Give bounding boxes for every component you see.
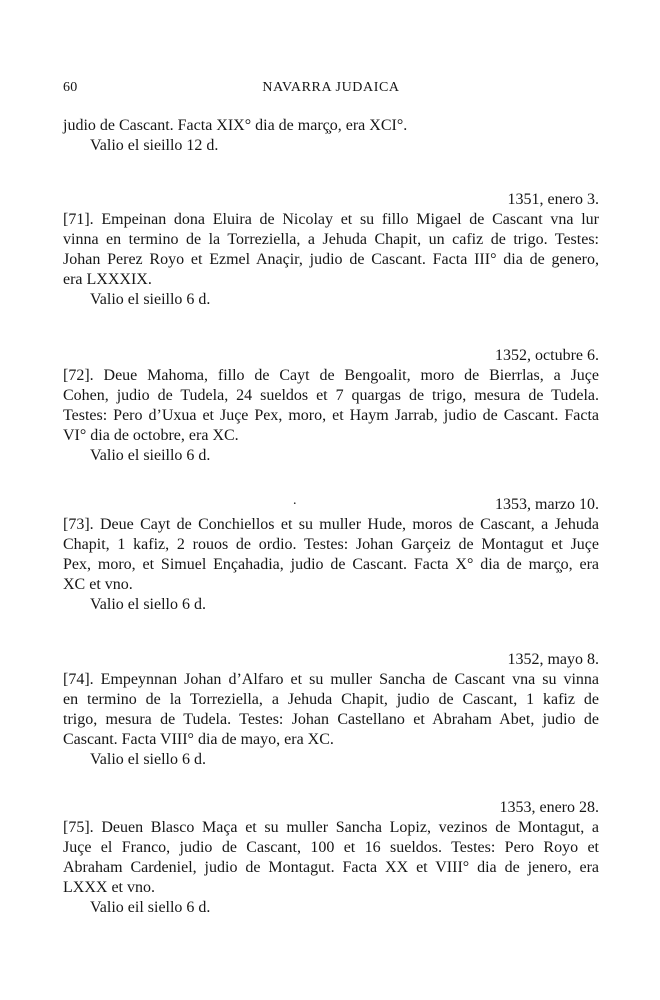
seal-note: Valio el sieillo 6 d. bbox=[90, 291, 211, 308]
entry-date: 1351, enero 3. bbox=[507, 191, 599, 208]
entry-line: [75]. Deuen Blasco Maça et su muller Sancha Lopiz, vezinos de Montagut, a bbox=[63, 819, 599, 836]
entry-72 bbox=[63, 346, 599, 466]
entry-line: Cohen, judio de Tudela, 24 sueldos et 7 quargas de trigo, mesura de Tudela. bbox=[63, 387, 599, 404]
entry-line: Pex, moro, et Simuel Ençahadia, judio de Cascant. Facta X° dia de març̧o, era bbox=[63, 556, 599, 573]
entry-line: [73]. Deue Cayt de Conchiellos et su muller Hude, moros de Cascant, a Jehuda bbox=[63, 516, 599, 533]
stray-mark: . bbox=[293, 493, 297, 508]
entry-line: LXXX et vno. bbox=[63, 879, 155, 896]
entry-line: Chapit, 1 kafiz, 2 rouos de ordio. Testes: Johan Garçeiz de Montagut et Juçe bbox=[63, 536, 599, 553]
entry-line: Juçe el Franco, judio de Cascant, 100 et 16 sueldos. Testes: Pero Royo et bbox=[63, 839, 599, 856]
entry-line: Abraham Cardeniel, judio de Montagut. Facta XX et VIII° dia de jenero, era bbox=[63, 859, 599, 876]
entry-73 bbox=[63, 495, 599, 615]
page-header bbox=[63, 80, 599, 100]
entry-line: trigo, mesura de Tudela. Testes: Johan Castellano et Abraham Abet, judio de bbox=[63, 711, 599, 728]
entry-line: Testes: Pero d’Uxua et Juçe Pex, moro, et Haym Jarrab, judio de Cascant. Facta bbox=[63, 407, 599, 424]
entry-line: [71]. Empeinan dona Eluira de Nicolay et su fillo Migael de Cascant vna lur bbox=[63, 211, 599, 228]
carryover-block bbox=[63, 116, 599, 156]
seal-note: Valio el siello 6 d. bbox=[90, 751, 206, 768]
entry-71 bbox=[63, 190, 599, 310]
entry-date: 1353, enero 28. bbox=[499, 799, 599, 816]
running-title: NAVARRA JUDAICA bbox=[262, 80, 400, 95]
entry-date: 1353, marzo 10. bbox=[495, 496, 599, 513]
entry-line: en termino de la Torreziella, a Jehuda Chapit, judio de Cascant, 1 kafiz de bbox=[63, 691, 599, 708]
entry-75 bbox=[63, 798, 599, 918]
carryover-text: judio de Cascant. Facta XIX° dia de març̧o, era XCI°. bbox=[63, 117, 408, 134]
entry-line: XC et vno. bbox=[63, 576, 133, 593]
entry-line: era LXXXIX. bbox=[63, 271, 152, 288]
entry-line: [72]. Deue Mahoma, fillo de Cayt de Bengoalit, moro de Bierrlas, a Juçe bbox=[63, 367, 599, 384]
seal-note: Valio el siello 6 d. bbox=[90, 596, 206, 613]
entry-line: vinna en termino de la Torreziella, a Jehuda Chapit, un cafiz de trigo. Testes: bbox=[63, 231, 599, 248]
entry-line: Cascant. Facta VIII° dia de mayo, era XC. bbox=[63, 731, 334, 748]
entry-date: 1352, mayo 8. bbox=[507, 651, 599, 668]
entry-74 bbox=[63, 650, 599, 770]
entry-date: 1352, octubre 6. bbox=[495, 347, 599, 364]
page-number: 60 bbox=[63, 80, 78, 95]
seal-note: Valio el sieillo 12 d. bbox=[90, 137, 219, 154]
seal-note: Valio el sieillo 6 d. bbox=[90, 447, 211, 464]
entry-line: VI° dia de octobre, era XC. bbox=[63, 427, 239, 444]
seal-note: Valio eil siello 6 d. bbox=[90, 899, 211, 916]
entry-line: [74]. Empeynnan Johan d’Alfaro et su muller Sancha de Cascant vna su vinna bbox=[63, 671, 599, 688]
entry-line: Johan Perez Royo et Ezmel Anaçir, judio de Cascant. Facta III° dia de genero, bbox=[63, 251, 599, 268]
